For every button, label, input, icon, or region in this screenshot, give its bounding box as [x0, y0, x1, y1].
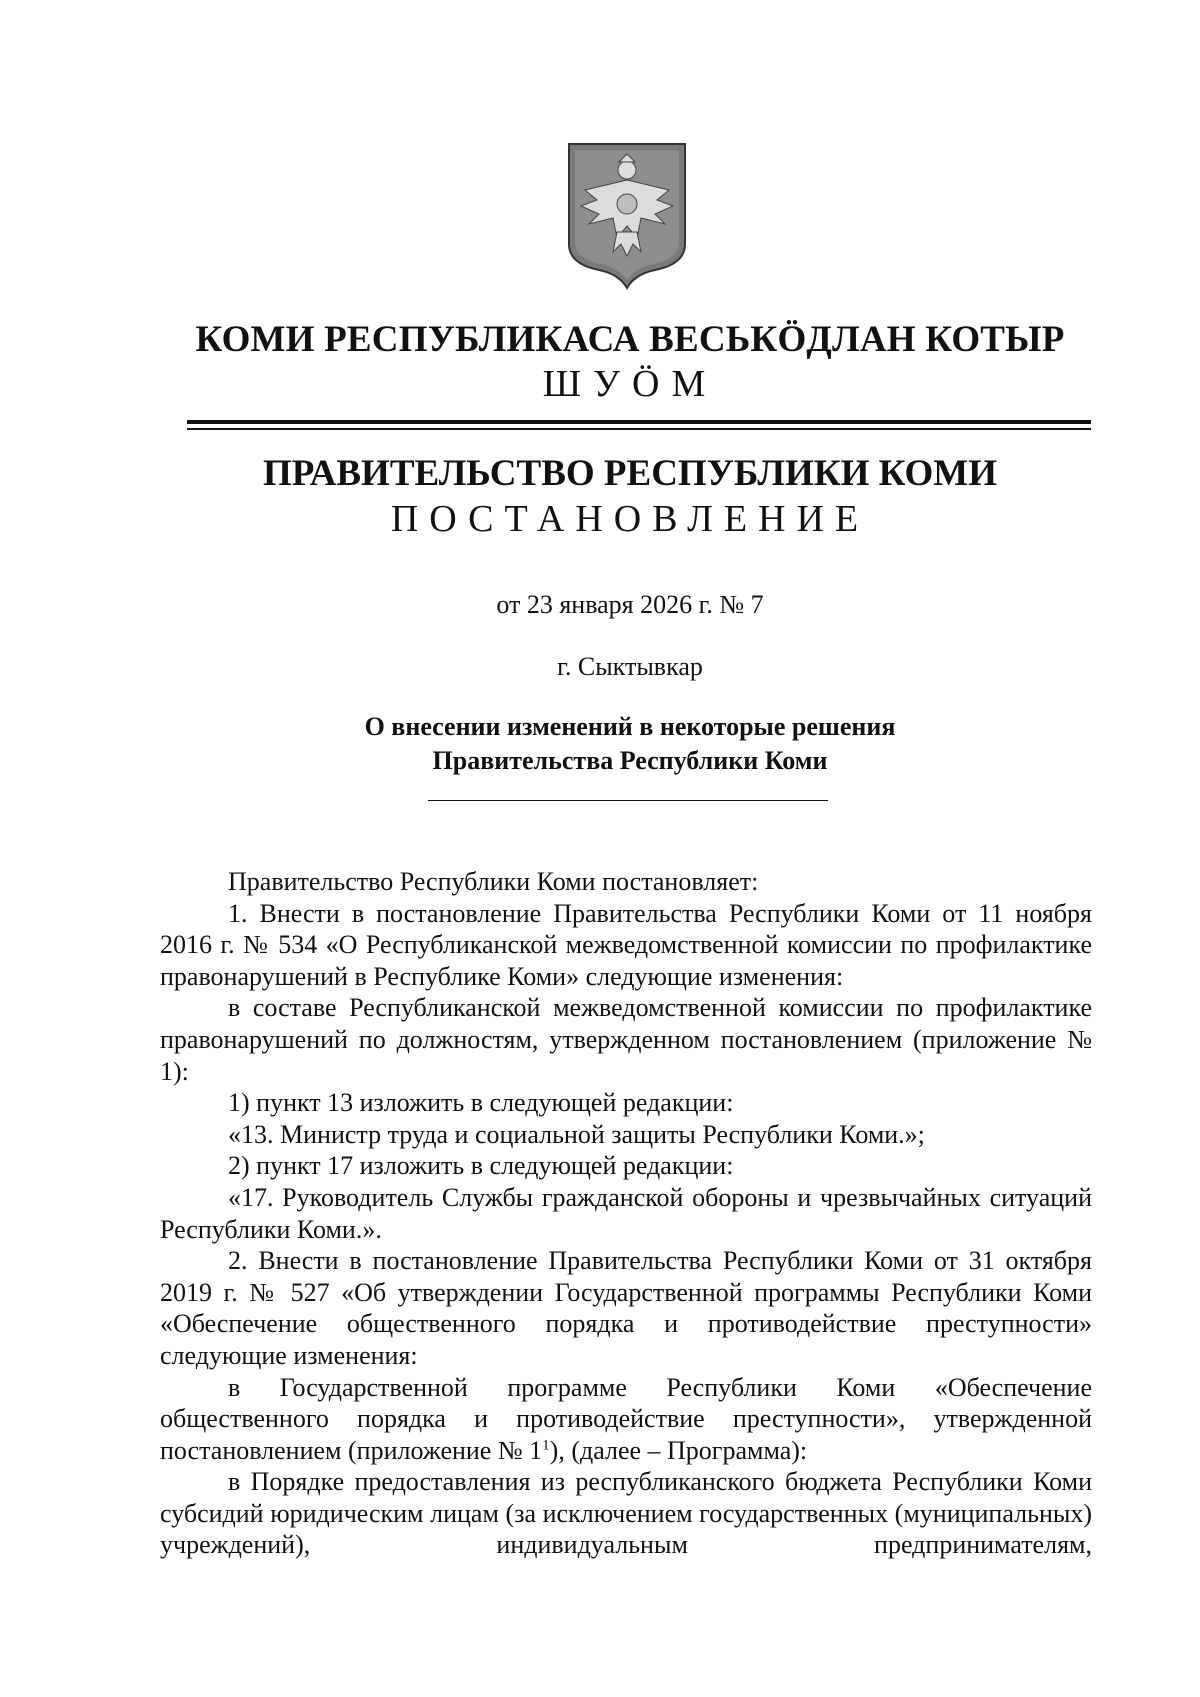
- paragraph-text: в Государственной программе Республики Коми «Обеспечение общественного порядка и противодействие преступности», утвержденной постановлением (приложение № 1: [160, 1372, 1092, 1465]
- document-type: ПОСТАНОВЛЕНИЕ: [390, 498, 870, 540]
- document-subject: [0, 710, 1200, 778]
- paragraph: [160, 1372, 1092, 1467]
- paragraph-text: ), (далее – Программа):: [549, 1435, 808, 1465]
- paragraph: 1. Внести в постановление Правительства Республики Коми от 11 ноября 2016 г. № 534 «О Республиканской межведомственной комиссии по профилактике правонарушений в Республике Коми» следующие изменения:: [160, 898, 1092, 991]
- paragraph: «17. Руководитель Службы гражданской обороны и чрезвычайных ситуаций Республики Коми.».: [160, 1182, 1092, 1244]
- paragraph: в составе Республиканской межведомственной комиссии по профилактике правонарушений по должностям, утвержденном постановлением (приложение № 1):: [160, 993, 1092, 1086]
- subject-line-2: Правительства Республики Коми: [432, 746, 828, 775]
- komi-coat-of-arms-icon: [563, 140, 691, 290]
- document-city: г. Сыктывкар: [557, 652, 703, 681]
- document-date-number: от 23 января 2026 г. № 7: [496, 590, 764, 619]
- komi-subtitle: ШУӦМ: [542, 363, 718, 405]
- subject-line-1: О внесении изменений в некоторые решения: [364, 712, 896, 741]
- superscript: 1: [542, 1437, 550, 1454]
- subject-underline: [428, 800, 828, 801]
- document-body: [160, 866, 1092, 1561]
- government-title: ПРАВИТЕЛЬСТВО РЕСПУБЛИКИ КОМИ: [263, 453, 997, 494]
- paragraph: 2) пункт 17 изложить в следующей редакции:: [228, 1151, 734, 1181]
- paragraph: 2. Внести в постановление Правительства Республики Коми от 31 октября 2019 г. № 527 «Об утверждении Государственной программы Республики Коми «Обеспечение общественного порядка и противодействие преступности» следующие изменения:: [160, 1246, 1092, 1370]
- header-divider-thin: [187, 428, 1091, 430]
- paragraph: 1) пункт 13 изложить в следующей редакции:: [228, 1088, 734, 1118]
- paragraph: в Порядке предоставления из республиканского бюджета Республики Коми субсидий юридическим лицам (за исключением государственных (муниципальных) учреждений), индивидуальным предпринимателям,: [160, 1467, 1092, 1560]
- komi-title: КОМИ РЕСПУБЛИКАСА ВЕСЬКӦДЛАН КОТЫР: [195, 319, 1065, 360]
- header-divider-thick: [187, 420, 1091, 424]
- paragraph: «13. Министр труда и социальной защиты Республики Коми.»;: [228, 1119, 925, 1149]
- paragraph: Правительство Республики Коми постановляет:: [228, 867, 759, 896]
